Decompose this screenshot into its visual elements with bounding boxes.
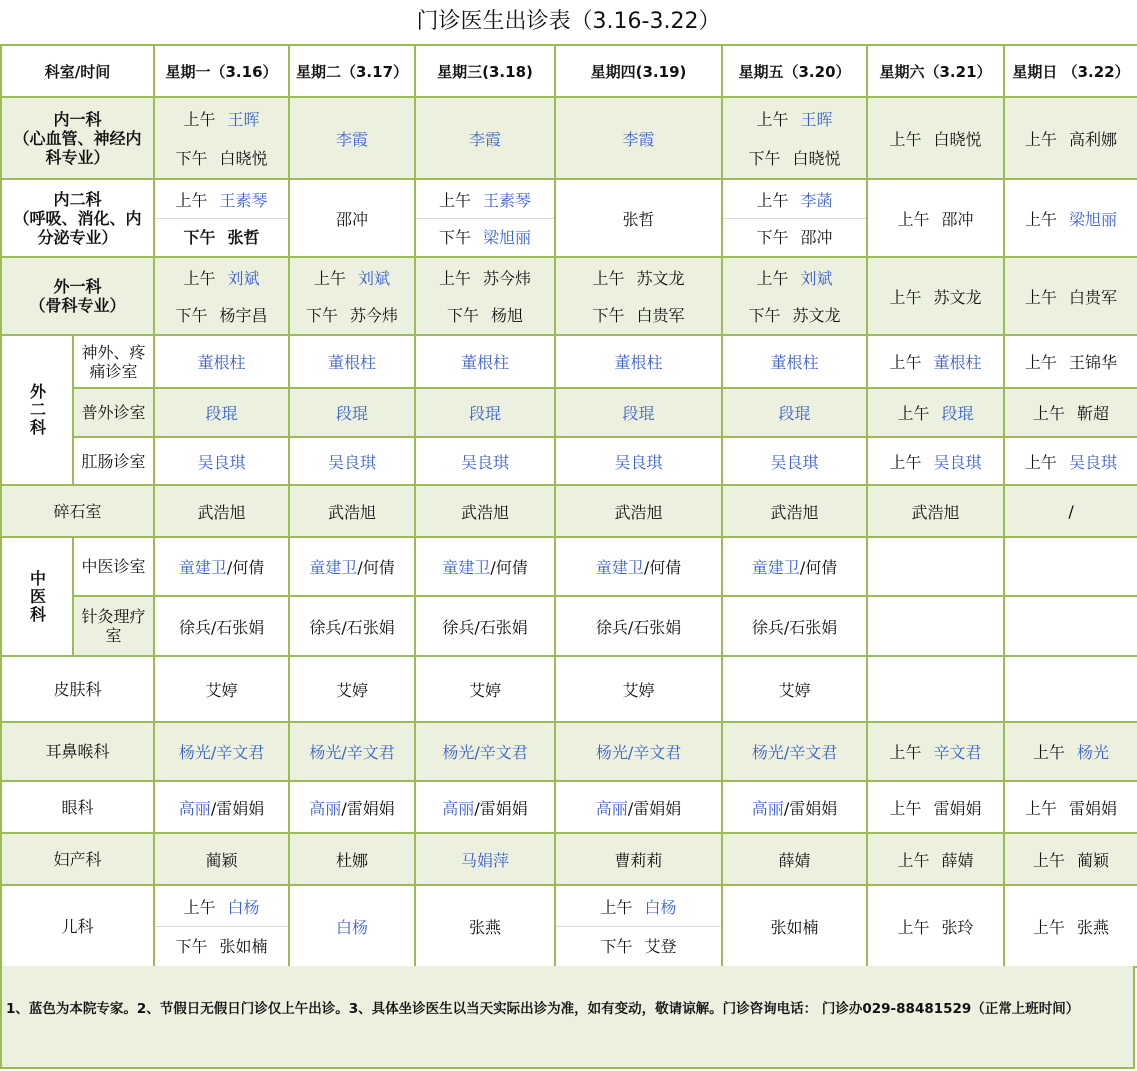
- row-er: [1, 885, 1137, 967]
- schedule-cell: [722, 97, 867, 179]
- schedule-cell: [867, 781, 1004, 833]
- am-label: 上午: [183, 110, 216, 129]
- doctor-name: 王晖: [800, 110, 833, 129]
- row-zhongyi-zhenjiu: [1, 596, 1137, 656]
- schedule-cell: [154, 781, 289, 833]
- doctor-name: 邵冲: [289, 179, 415, 257]
- doctor-name: 杨宇昌: [219, 306, 268, 325]
- empty-cell: [1004, 596, 1137, 656]
- dept-cell: [1, 179, 154, 257]
- pm-label: 下午: [175, 306, 208, 325]
- doctor-name: 吴良琪: [555, 437, 722, 485]
- sub-dept-name: 针灸理疗室: [73, 596, 154, 656]
- doctor-name: 薛婧: [722, 833, 867, 885]
- schedule-cell: [555, 885, 722, 967]
- doctor-name: 高丽: [595, 798, 628, 818]
- doctor-name: 杨光/辛文君: [154, 722, 289, 781]
- dept-name: 内一科: [53, 109, 102, 129]
- doctor-name: 张如楠: [722, 885, 867, 967]
- page-title: 门诊医生出诊表（3.16-3.22）: [416, 9, 721, 34]
- doctor-name: 张燕: [415, 885, 555, 967]
- doctor-name: 吴良琪: [722, 437, 867, 485]
- doctor-name: 童建卫: [309, 558, 358, 577]
- schedule-cell: [867, 179, 1004, 257]
- doctor-name: 王素琴: [483, 190, 532, 210]
- pm-label: 下午: [439, 228, 472, 248]
- doctor-name: /雷娟娟: [474, 798, 528, 818]
- empty-cell: [1004, 537, 1137, 596]
- am-label: 上午: [756, 269, 789, 288]
- doctor-name: 白贵军: [636, 306, 685, 325]
- doctor-name: 徐兵/石张娟: [722, 596, 867, 656]
- dept-name: 眼科: [1, 781, 154, 833]
- schedule-cell: [1004, 97, 1137, 179]
- doctor-name: 雷娟娟: [933, 798, 982, 818]
- doctor-name: 童建卫: [751, 558, 800, 577]
- doctor-name: 张燕: [1077, 917, 1110, 937]
- doctor-name: 邵冲: [800, 228, 833, 248]
- dept-cell: [1, 257, 154, 335]
- doctor-name: 邵冲: [941, 209, 974, 229]
- schedule-cell: [415, 257, 555, 335]
- sub-dept-name: 普外诊室: [73, 388, 154, 437]
- doctor-name: /雷娟娟: [783, 798, 838, 818]
- doctor-name: 童建卫: [595, 558, 644, 577]
- pm-label: 下午: [175, 149, 208, 168]
- dept-cell: [1, 335, 73, 485]
- doctor-name: 梁旭丽: [1069, 209, 1118, 229]
- schedule-cell: [289, 781, 415, 833]
- doctor-name: /何倩: [357, 558, 395, 577]
- doctor-name: 刘斌: [227, 269, 260, 288]
- doctor-name: 段琨: [154, 388, 289, 437]
- schedule-cell: [555, 257, 722, 335]
- schedule-cell: [154, 257, 289, 335]
- doctor-name: 靳超: [1077, 404, 1110, 423]
- schedule-cell: [867, 885, 1004, 967]
- row-suishi: [1, 485, 1137, 537]
- schedule-cell: [289, 537, 415, 596]
- row-wai1: [1, 257, 1137, 335]
- am-label: 上午: [175, 190, 208, 210]
- doctor-name: 白贵军: [1069, 287, 1118, 307]
- doctor-name: /雷娟娟: [210, 798, 265, 818]
- row-zhongyi-zhenshi: [1, 537, 1137, 596]
- am-label: 上午: [897, 917, 930, 937]
- row-wai2-shenwai: [1, 335, 1137, 388]
- doctor-name: 苏文龙: [792, 306, 841, 325]
- doctor-name: 武浩旭: [722, 485, 867, 537]
- dept-name: 中医科: [27, 569, 47, 624]
- am-label: 上午: [1025, 129, 1058, 149]
- dept-name: 耳鼻喉科: [1, 722, 154, 781]
- sub-dept-name: 神外、疼痛诊室: [73, 335, 154, 388]
- schedule-cell: [1004, 781, 1137, 833]
- doctor-name: 张哲: [555, 179, 722, 257]
- doctor-name: /雷娟娟: [627, 798, 682, 818]
- schedule-cell: [555, 781, 722, 833]
- pm-label: 下午: [748, 306, 781, 325]
- doctor-name: 高丽: [751, 798, 784, 818]
- am-label: 上午: [897, 850, 930, 870]
- doctor-name: 艾婷: [722, 656, 867, 722]
- schedule-cell: [415, 781, 555, 833]
- schedule-cell: [415, 537, 555, 596]
- header-sat: 星期六（3.21）: [867, 45, 1004, 97]
- schedule-cell: [722, 781, 867, 833]
- schedule-cell: [867, 437, 1004, 485]
- empty-cell: [867, 537, 1004, 596]
- doctor-name: 李霞: [289, 97, 415, 179]
- doctor-name: 段琨: [415, 388, 555, 437]
- am-label: 上午: [897, 404, 930, 423]
- schedule-cell: [555, 537, 722, 596]
- schedule-cell: [1004, 833, 1137, 885]
- pm-label: 下午: [306, 306, 339, 325]
- am-label: 上午: [183, 269, 216, 288]
- doctor-name: 苏今炜: [350, 306, 399, 325]
- schedule-cell: [154, 537, 289, 596]
- schedule-cell: [1004, 722, 1137, 781]
- doctor-name: 辛文君: [933, 743, 982, 762]
- schedule-cell: [1004, 388, 1137, 437]
- doctor-name: 王锦华: [1069, 353, 1118, 372]
- dept-name: 外二科: [27, 383, 47, 437]
- doctor-name: 董根柱: [289, 335, 415, 388]
- header-row: [1, 45, 1137, 97]
- am-label: 上午: [889, 287, 922, 307]
- row-pifu: [1, 656, 1137, 722]
- doctor-name: 董根柱: [154, 335, 289, 388]
- doctor-name: 马娟萍: [415, 833, 555, 885]
- dept-name: 内二科: [53, 189, 102, 209]
- schedule-cell: [722, 179, 867, 257]
- empty-cell: [1004, 656, 1137, 722]
- doctor-name: 童建卫: [442, 558, 491, 577]
- row-fuchan: [1, 833, 1137, 885]
- pm-label: 下午: [447, 306, 480, 325]
- schedule-cell: [289, 257, 415, 335]
- doctor-name: 段琨: [289, 388, 415, 437]
- am-label: 上午: [889, 743, 922, 762]
- doctor-name: 王晖: [227, 110, 260, 129]
- schedule-cell: [154, 97, 289, 179]
- doctor-name: 高丽: [442, 798, 475, 818]
- doctor-name: 高丽: [178, 798, 211, 818]
- am-label: 上午: [1033, 850, 1066, 870]
- doctor-name: /何倩: [490, 558, 528, 577]
- doctor-name: 张哲: [227, 228, 260, 248]
- doctor-name: 董根柱: [555, 335, 722, 388]
- dept-name: 外一科: [53, 277, 102, 296]
- row-nei1: [1, 97, 1137, 179]
- doctor-name: 杨光/辛文君: [555, 722, 722, 781]
- doctor-name: 李菡: [800, 190, 833, 210]
- header-mon: 星期一（3.16）: [154, 45, 289, 97]
- am-label: 上午: [439, 269, 472, 288]
- doctor-name: 艾婷: [154, 656, 289, 722]
- empty-cell: [867, 656, 1004, 722]
- doctor-name: 吴良琪: [933, 452, 982, 472]
- empty-slash: /: [1004, 485, 1137, 537]
- doctor-name: /何倩: [643, 558, 682, 577]
- schedule-cell: [722, 537, 867, 596]
- doctor-name: 蔺颖: [1077, 850, 1110, 870]
- header-thu: 星期四(3.19): [555, 45, 722, 97]
- doctor-name: 梁旭丽: [483, 228, 532, 248]
- dept-name: 皮肤科: [1, 656, 154, 722]
- am-label: 上午: [897, 209, 930, 229]
- doctor-name: 白晓悦: [792, 149, 841, 168]
- doctor-name: 武浩旭: [154, 485, 289, 537]
- am-label: 上午: [889, 798, 922, 818]
- am-label: 上午: [1033, 404, 1066, 423]
- doctor-name: 李霞: [555, 97, 722, 179]
- schedule-cell: [1004, 257, 1137, 335]
- row-nei2: [1, 179, 1137, 257]
- header-wed: 星期三(3.18): [415, 45, 555, 97]
- pm-label: 下午: [175, 937, 208, 957]
- schedule-cell: [867, 722, 1004, 781]
- am-label: 上午: [600, 897, 633, 917]
- schedule-cell: [1004, 335, 1137, 388]
- doctor-name: 杨光: [1077, 743, 1110, 762]
- doctor-name: 白杨: [227, 897, 260, 917]
- am-label: 上午: [756, 190, 789, 210]
- am-label: 上午: [1025, 353, 1058, 372]
- schedule-table: [0, 44, 1137, 968]
- am-label: 上午: [183, 897, 216, 917]
- doctor-name: 艾婷: [289, 656, 415, 722]
- pm-label: 下午: [756, 228, 789, 248]
- doctor-name: 段琨: [722, 388, 867, 437]
- doctor-name: 苏今炜: [483, 269, 532, 288]
- doctor-name: 徐兵/石张娟: [289, 596, 415, 656]
- doctor-name: 董根柱: [722, 335, 867, 388]
- doctor-name: 吴良琪: [154, 437, 289, 485]
- am-label: 上午: [889, 452, 922, 472]
- doctor-name: 杨光/辛文君: [722, 722, 867, 781]
- doctor-name: /雷娟娟: [341, 798, 395, 818]
- schedule-cell: [867, 335, 1004, 388]
- row-wai2-puwai: [1, 388, 1137, 437]
- dept-name: 碎石室: [1, 485, 154, 537]
- doctor-name: 艾登: [644, 937, 677, 957]
- row-erbi: [1, 722, 1137, 781]
- pm-label: 下午: [600, 937, 633, 957]
- doctor-name: 蔺颖: [154, 833, 289, 885]
- dept-cell: [1, 97, 154, 179]
- pm-label: 下午: [748, 149, 781, 168]
- schedule-cell: [154, 885, 289, 967]
- am-label: 上午: [889, 129, 922, 149]
- am-label: 上午: [1025, 209, 1058, 229]
- doctor-name: 武浩旭: [555, 485, 722, 537]
- doctor-name: 艾婷: [415, 656, 555, 722]
- doctor-name: 杜娜: [289, 833, 415, 885]
- doctor-name: 武浩旭: [289, 485, 415, 537]
- am-label: 上午: [1033, 743, 1066, 762]
- doctor-name: 杨光/辛文君: [289, 722, 415, 781]
- doctor-name: 吴良琪: [1069, 452, 1118, 472]
- am-label: 上午: [889, 353, 922, 372]
- schedule-cell: [867, 833, 1004, 885]
- doctor-name: 杨光/辛文君: [415, 722, 555, 781]
- am-label: 上午: [439, 190, 472, 210]
- pm-label: 下午: [183, 228, 216, 248]
- doctor-name: 吴良琪: [415, 437, 555, 485]
- footnote-text: 1、蓝色为本院专家。2、节假日无假日门诊仅上午出诊。3、具体坐诊医生以当天实际出诊为准，如有变动，敬请谅解。门诊咨询电话： 门诊办029-88481529（正常上班时间）: [6, 1001, 1080, 1017]
- doctor-name: 段琨: [941, 404, 974, 423]
- am-label: 上午: [592, 269, 625, 288]
- am-label: 上午: [314, 269, 347, 288]
- doctor-name: 王素琴: [219, 190, 268, 210]
- doctor-name: 白杨: [644, 897, 677, 917]
- am-label: 上午: [1025, 798, 1058, 818]
- schedule-cell: [1004, 885, 1137, 967]
- doctor-name: 段琨: [555, 388, 722, 437]
- doctor-name: 薛婧: [941, 850, 974, 870]
- doctor-name: 高利娜: [1069, 129, 1118, 149]
- am-label: 上午: [1025, 287, 1058, 307]
- doctor-name: 李霞: [415, 97, 555, 179]
- doctor-name: 董根柱: [415, 335, 555, 388]
- header-sun: 星期日 （3.22）: [1004, 45, 1137, 97]
- doctor-name: /何倩: [799, 558, 838, 577]
- dept-detail: （骨科专业）: [29, 296, 126, 315]
- dept-name: 儿科: [1, 885, 154, 967]
- am-label: 上午: [1033, 917, 1066, 937]
- schedule-cell: [1004, 437, 1137, 485]
- doctor-name: 童建卫: [178, 558, 227, 577]
- doctor-name: 徐兵/石张娟: [555, 596, 722, 656]
- header-tue: 星期二（3.17）: [289, 45, 415, 97]
- doctor-name: 白晓悦: [933, 129, 982, 149]
- doctor-name: 杨旭: [491, 306, 524, 325]
- schedule-cell: [722, 257, 867, 335]
- doctor-name: 白晓悦: [219, 149, 268, 168]
- schedule-cell: [415, 179, 555, 257]
- header-dept-time: 科室/时间: [1, 45, 154, 97]
- doctor-name: 武浩旭: [867, 485, 1004, 537]
- doctor-name: 徐兵/石张娟: [415, 596, 555, 656]
- row-wai2-gangchang: [1, 437, 1137, 485]
- dept-detail: （心血管、神经内科专业）: [13, 128, 142, 167]
- dept-detail: （呼吸、消化、内分泌专业）: [13, 208, 142, 247]
- am-label: 上午: [756, 110, 789, 129]
- dept-name: 妇产科: [1, 833, 154, 885]
- doctor-name: 雷娟娟: [1069, 798, 1118, 818]
- sub-dept-name: 中医诊室: [73, 537, 154, 596]
- header-fri: 星期五（3.20）: [722, 45, 867, 97]
- doctor-name: 刘斌: [800, 269, 833, 288]
- doctor-name: 曹莉莉: [555, 833, 722, 885]
- doctor-name: 艾婷: [555, 656, 722, 722]
- pm-label: 下午: [592, 306, 625, 325]
- schedule-cell: [867, 257, 1004, 335]
- doctor-name: /何倩: [226, 558, 265, 577]
- doctor-name: 徐兵/石张娟: [154, 596, 289, 656]
- doctor-name: 武浩旭: [415, 485, 555, 537]
- row-yan: [1, 781, 1137, 833]
- empty-cell: [867, 596, 1004, 656]
- doctor-name: 苏文龙: [933, 287, 982, 307]
- doctor-name: 董根柱: [933, 353, 982, 372]
- am-label: 上午: [1025, 452, 1058, 472]
- dept-cell: [1, 537, 73, 656]
- schedule-cell: [1004, 179, 1137, 257]
- doctor-name: 张如楠: [219, 937, 268, 957]
- doctor-name: 刘斌: [358, 269, 391, 288]
- footnote-box: [0, 966, 1135, 1069]
- schedule-cell: [867, 388, 1004, 437]
- doctor-name: 吴良琪: [289, 437, 415, 485]
- sub-dept-name: 肛肠诊室: [73, 437, 154, 485]
- doctor-name: 苏文龙: [636, 269, 685, 288]
- schedule-cell: [154, 179, 289, 257]
- doctor-name: 张玲: [941, 917, 974, 937]
- doctor-name: 高丽: [309, 798, 342, 818]
- doctor-name: 白杨: [289, 885, 415, 967]
- schedule-cell: [867, 97, 1004, 179]
